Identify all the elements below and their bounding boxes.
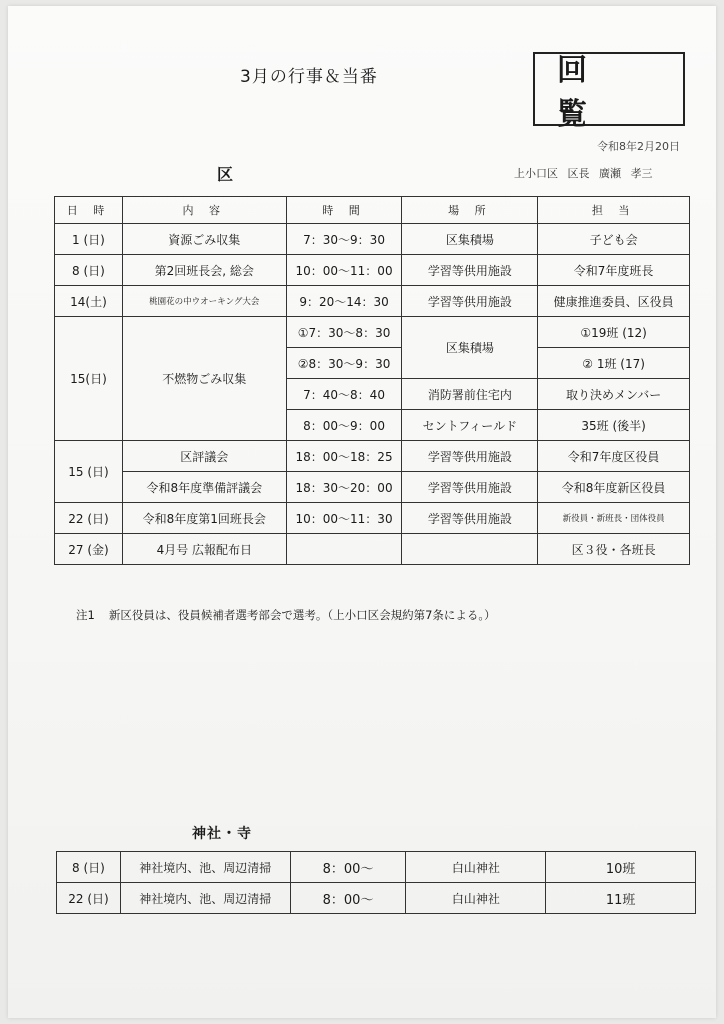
cell-content: 不燃物ごみ収集: [122, 317, 286, 441]
cell-charge: 子ども会: [538, 224, 690, 255]
table-row: [57, 852, 696, 883]
cell-charge: 健康推進委員、区役員: [538, 286, 690, 317]
cell-date: 8 (日): [57, 852, 121, 883]
col-header-date: 日 時: [55, 197, 123, 224]
cell-place: 区集積場: [402, 317, 538, 379]
cell-time: 7：40～8：40: [286, 379, 402, 410]
cell-time: 18：30～20：00: [286, 472, 402, 503]
cell-date: 27 (金): [55, 534, 123, 565]
document-title: 3月の行事＆当番: [240, 67, 378, 87]
cell-time: 8：00～: [290, 883, 406, 914]
table-row: [55, 255, 690, 286]
table-row: [55, 286, 690, 317]
cell-time: ②8：30～9：30: [286, 348, 402, 379]
cell-place: [402, 534, 538, 565]
cell-place: 学習等供用施設: [402, 503, 538, 534]
table-row: [55, 317, 690, 348]
cell-time: 8：00～9：00: [286, 410, 402, 441]
cell-content: 神社境内、池、周辺清掃: [120, 883, 290, 914]
table-row: [55, 503, 690, 534]
cell-place: 学習等供用施設: [402, 255, 538, 286]
cell-date: 22 (日): [55, 503, 123, 534]
cell-time: [286, 534, 402, 565]
footnote-label: 注1: [76, 608, 95, 622]
table-row: [55, 534, 690, 565]
cell-charge: 区３役・各班長: [538, 534, 690, 565]
cell-place: 学習等供用施設: [402, 472, 538, 503]
cell-date: 22 (日): [57, 883, 121, 914]
cell-place: 白山神社: [406, 852, 546, 883]
table-row: [57, 883, 696, 914]
cell-content: 4月号 広報配布日: [122, 534, 286, 565]
cell-time: 7：30～9：30: [286, 224, 402, 255]
cell-date: 14(土): [55, 286, 123, 317]
footnote: [76, 607, 510, 623]
cell-date: 1 (日): [55, 224, 123, 255]
table-row: [55, 472, 690, 503]
shrine-table: [56, 851, 696, 914]
cell-charge: ①19班 (12): [538, 317, 690, 348]
col-header-time: 時 間: [286, 197, 402, 224]
cell-place: 学習等供用施設: [402, 286, 538, 317]
cell-content: 資源ごみ収集: [122, 224, 286, 255]
cell-date: 15(日): [55, 317, 123, 441]
cell-content: 桃園花の中ウオーキング大会: [122, 286, 286, 317]
cell-content: 神社境内、池、周辺清掃: [120, 852, 290, 883]
cell-charge: 新役員・新班長・団体役員: [538, 503, 690, 534]
footnote-text: 新区役員は、役員候補者選考部会で選考。（上小口区会規約第7条による。）: [108, 608, 496, 622]
cell-content: 令和8年度準備評議会: [122, 472, 286, 503]
cell-place: セントフィールド: [402, 410, 538, 441]
table-header-row: [55, 197, 690, 224]
author-line: 上小口区 区長 廣瀬 孝三: [514, 167, 653, 180]
cell-time: 8：00～: [290, 852, 406, 883]
cell-place: 区集積場: [402, 224, 538, 255]
col-header-charge: 担 当: [538, 197, 690, 224]
cell-charge: 10班: [546, 852, 696, 883]
cell-content: 第2回班長会, 総会: [122, 255, 286, 286]
cell-place: 白山神社: [406, 883, 546, 914]
cell-content: 令和8年度第1回班長会: [122, 503, 286, 534]
section-label-ku: 区: [217, 165, 234, 184]
cell-charge: 令和8年度新区役員: [538, 472, 690, 503]
cell-date: 8 (日): [55, 255, 123, 286]
cell-content: 区評議会: [122, 441, 286, 472]
col-header-place: 場 所: [402, 197, 538, 224]
kairan-box: 回 覧: [533, 52, 685, 126]
cell-place: 学習等供用施設: [402, 441, 538, 472]
section-label-shrine: 神社・寺: [192, 826, 252, 842]
cell-charge: 取り決めメンバー: [538, 379, 690, 410]
cell-charge: ② 1班 (17): [538, 348, 690, 379]
table-row: [55, 224, 690, 255]
schedule-table: [54, 196, 690, 565]
cell-time: 18：00～18：25: [286, 441, 402, 472]
cell-charge: 35班 (後半): [538, 410, 690, 441]
cell-time: 10：00～11：30: [286, 503, 402, 534]
cell-time: ①7：30～8：30: [286, 317, 402, 348]
col-header-content: 内 容: [122, 197, 286, 224]
cell-time: 9：20～14：30: [286, 286, 402, 317]
table-row: [55, 441, 690, 472]
cell-time: 10：00～11：00: [286, 255, 402, 286]
cell-charge: 令和7年度班長: [538, 255, 690, 286]
cell-place: 消防署前住宅内: [402, 379, 538, 410]
cell-charge: 11班: [546, 883, 696, 914]
issue-date: 令和8年2月20日: [597, 140, 680, 153]
cell-date: 15 (日): [55, 441, 123, 503]
cell-charge: 令和7年度区役員: [538, 441, 690, 472]
